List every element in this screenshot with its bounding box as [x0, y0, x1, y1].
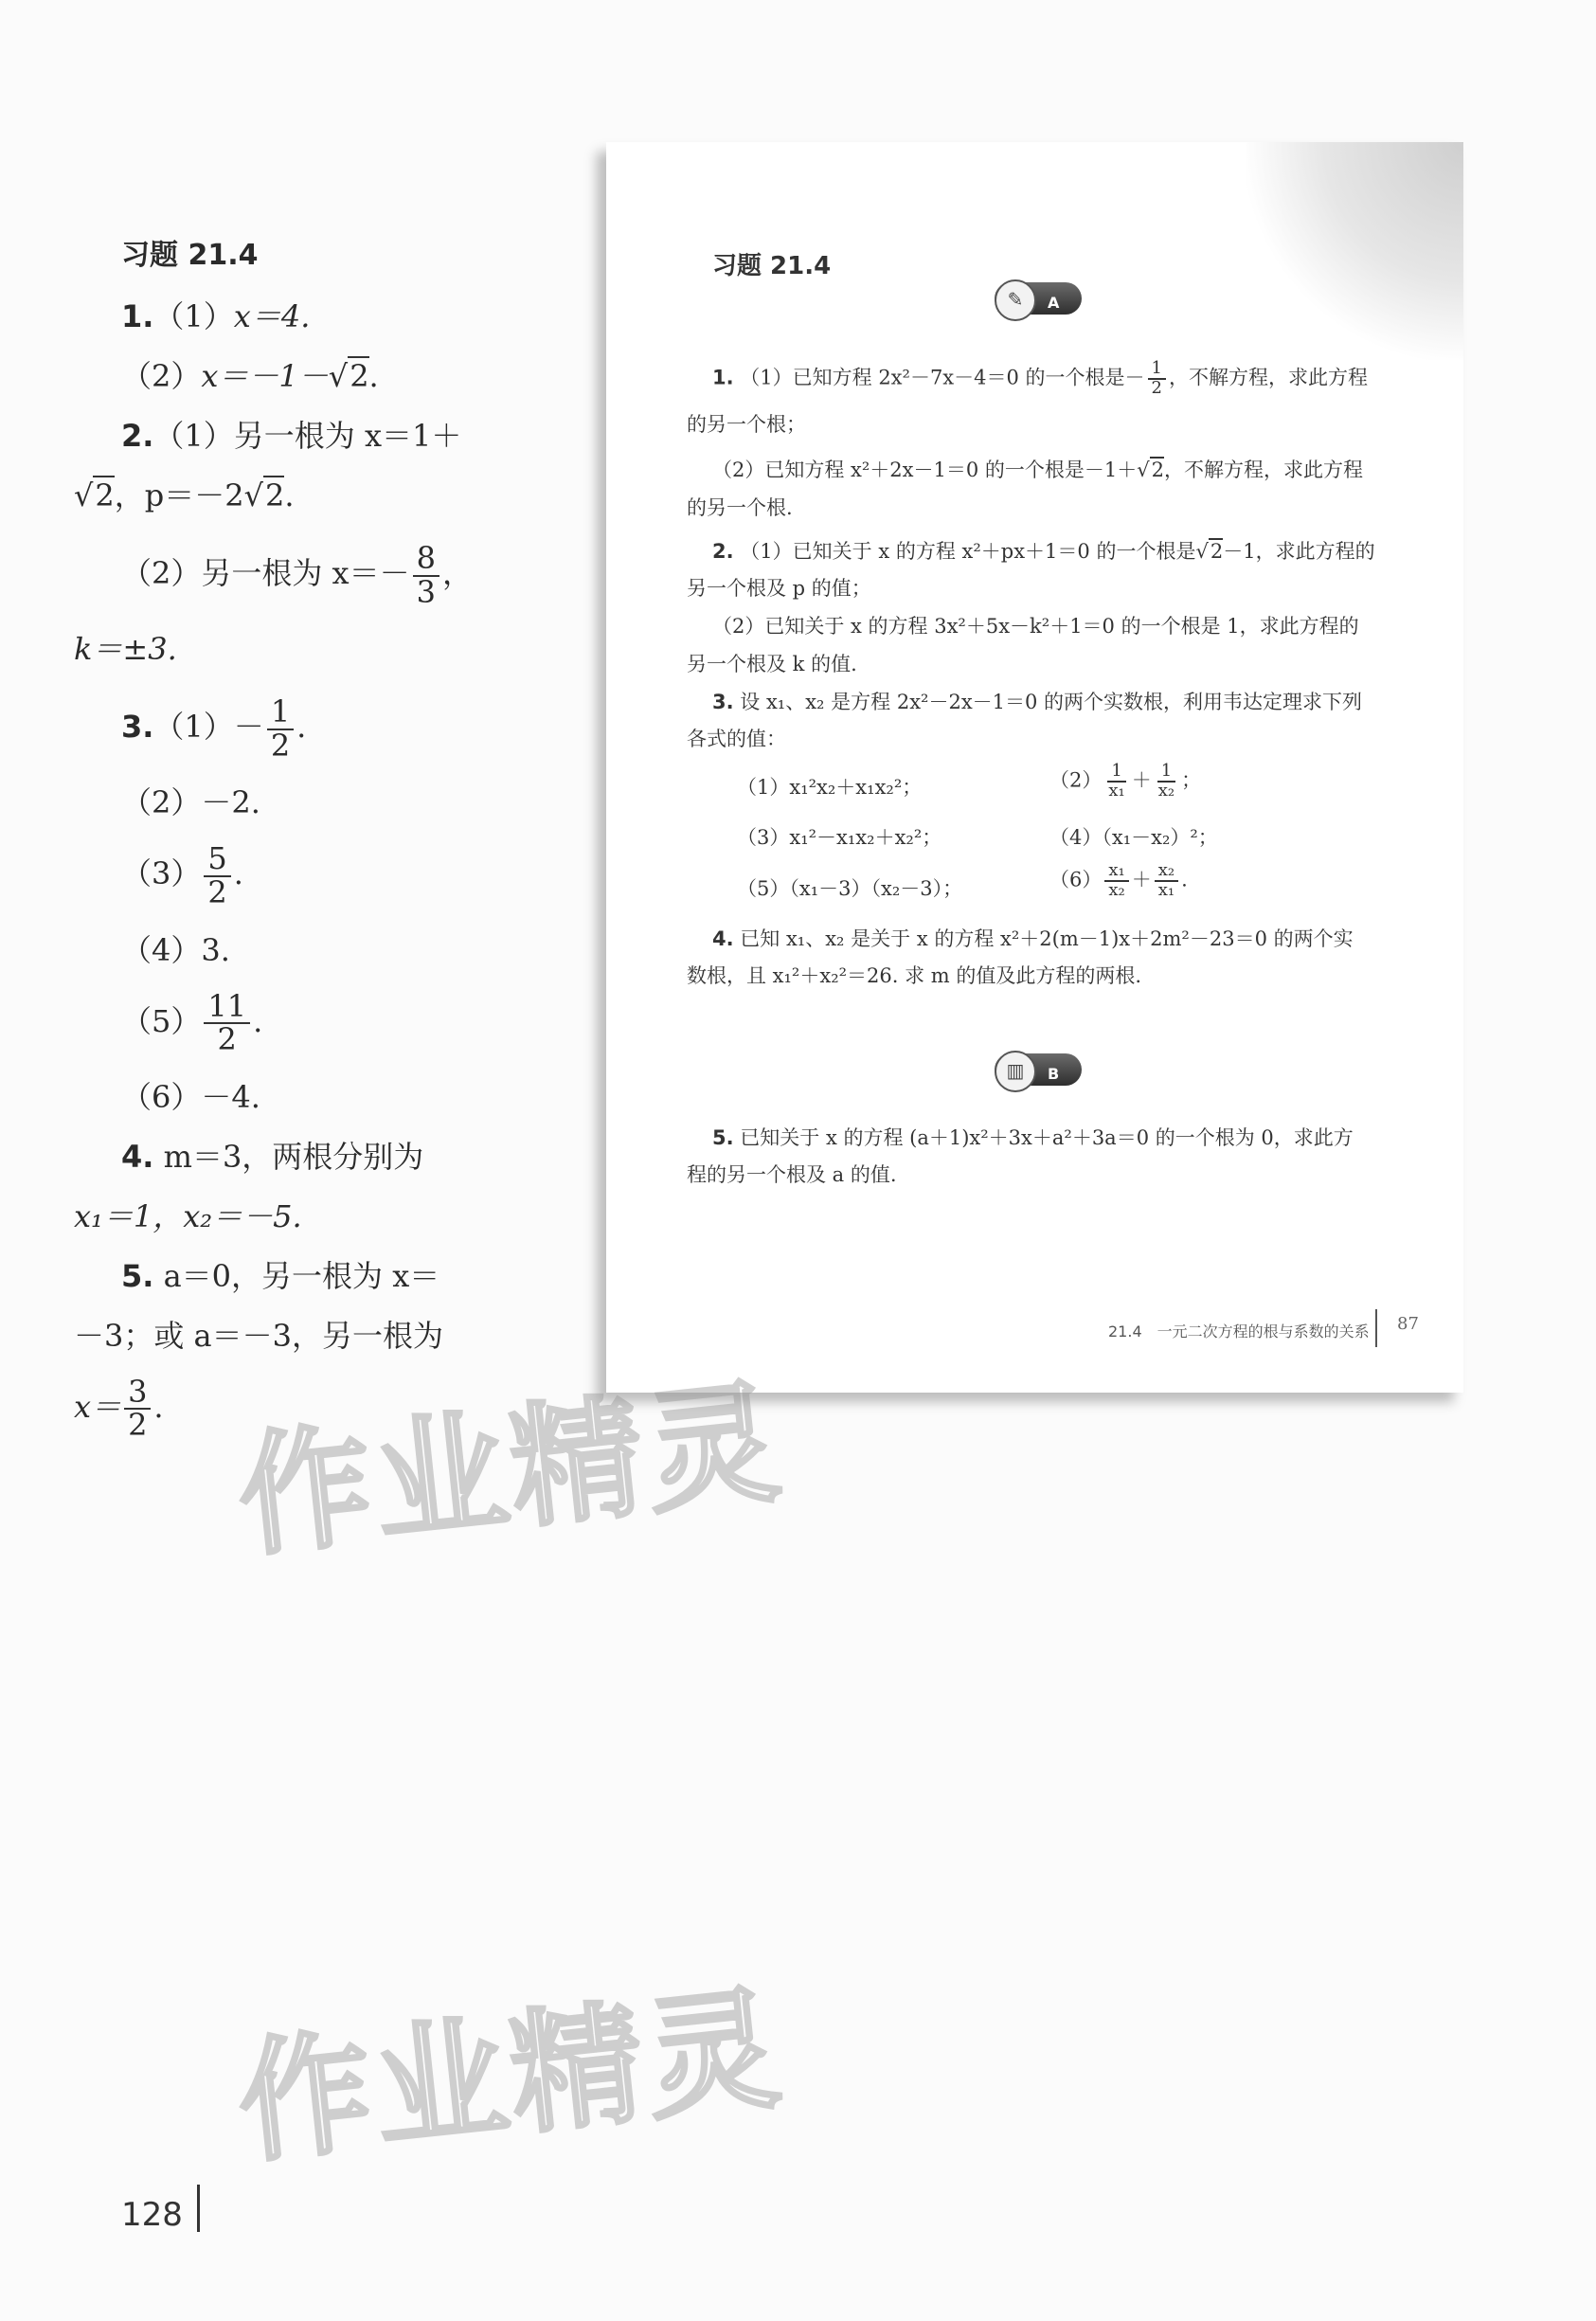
tb-q1-1-cont: 的另一个根；: [687, 413, 806, 436]
tb-q2-2: （2）已知关于 x 的方程 3x²＋5x－k²＋1＝0 的一个根是 1，求此方程的: [712, 615, 1359, 638]
answer-q1-2: （2）x＝－1－√2.: [121, 358, 379, 394]
tb-q4-cont: 数根，且 x₁²＋x₂²＝26. 求 m 的值及此方程的两根.: [687, 964, 1142, 987]
answer-q3-6: （6）－4.: [121, 1078, 260, 1115]
tb-q4: 4. 已知 x₁、x₂ 是关于 x 的方程 x²＋2(m－1)x＋2m²－23＝0 的两个实: [712, 927, 1354, 950]
tb-q3-item5: （5）（x₁－3）（x₂－3）；: [737, 877, 963, 900]
corner-decoration: [1246, 142, 1463, 360]
textbook-page-number: 87: [1397, 1314, 1419, 1334]
tb-q5: 5. 已知关于 x 的方程 (a＋1)x²＋3x＋a²＋3a＝0 的一个根为 0，求此方: [712, 1126, 1354, 1149]
watermark-1: 作业精灵: [231, 1365, 791, 1576]
tb-q3-item4: （4）（x₁－x₂）²；: [1049, 826, 1218, 849]
tb-q2-1: 2. （1）已知关于 x 的方程 x²＋px＋1＝0 的一个根是√2－1，求此方程的: [712, 540, 1375, 563]
answer-q3-1: 3.（1）－ $\frac{1}{2}$ .: [121, 693, 307, 764]
book-icon: ▥: [995, 1051, 1036, 1092]
answer-q5a: 5. a＝0，另一根为 x＝: [121, 1257, 440, 1294]
answer-q2-1b: √2，p＝－2√2.: [74, 477, 295, 513]
tb-q3-item6: （6） $\frac{\text{x₁}}{\text{x₂}}$ ＋ $\frac{\text{x₂}}{\text{x₁}}$ .: [1049, 860, 1188, 900]
answer-q5c: x＝ $\frac{3}{2}$ .: [74, 1373, 164, 1444]
level-b-badge: ▥ B: [995, 1053, 1082, 1086]
tb-q3-item1: （1）x₁²x₂＋x₁x₂²；: [737, 776, 923, 799]
answer-q5b: －3；或 a＝－3，另一根为: [74, 1317, 443, 1354]
page-number: 128: [121, 2196, 183, 2234]
tb-q1-1: 1. （1）已知方程 2x²－7x－4＝0 的一个根是－ $\frac{1}{2}$ ，不解方程，求此方程: [712, 358, 1368, 398]
textbook-footer: 21.4 一元二次方程的根与系数的关系: [1108, 1322, 1370, 1340]
answer-q3-4: （4）3.: [121, 931, 230, 968]
page-number-divider: [197, 2185, 200, 2232]
answer-q2-1a: 2.（1）另一根为 x＝1＋: [121, 418, 462, 454]
answer-q4a: 4. m＝3，两根分别为: [121, 1138, 424, 1175]
answer-q3-3: （3） $\frac{5}{2}$ .: [121, 840, 243, 910]
tb-q1-2: （2）已知方程 x²＋2x－1＝0 的一个根是－1＋√2，不解方程，求此方程: [712, 459, 1364, 481]
tb-q5-cont: 程的另一个根及 a 的值.: [687, 1163, 897, 1186]
tb-q2-1-cont: 另一个根及 p 的值；: [687, 577, 871, 600]
answer-q2-2a: （2）另一根为 x＝－ $\frac{8}{3}$ ，: [121, 540, 473, 610]
answer-column: [74, 237, 566, 1464]
textbook-page-image: [606, 142, 1463, 1393]
answer-title: 习题 21.4: [121, 239, 259, 272]
tb-q3-item2: （2） $\frac{1}{\text{x₁}}$ ＋ $\frac{1}{\text{x₂}}$ ；: [1049, 761, 1202, 801]
pencil-icon: ✎: [995, 279, 1036, 321]
level-a-badge: ✎ A: [995, 282, 1082, 315]
tb-q1-2-cont: 的另一个根.: [687, 496, 793, 519]
tb-q2-2-cont: 另一个根及 k 的值.: [687, 653, 857, 675]
answer-q4b: x₁＝1，x₂＝－5.: [74, 1197, 302, 1234]
answer-q1-1: 1.（1）x＝4.: [121, 298, 311, 334]
answer-q2-2b: k＝±3.: [74, 631, 177, 668]
tb-q3-cont: 各式的值：: [687, 728, 786, 750]
tb-q3-item3: （3）x₁²－x₁x₂＋x₂²；: [737, 826, 942, 849]
answer-q3-5: （5） $\frac{11}{2}$ .: [121, 987, 263, 1058]
textbook-title: 习题 21.4: [712, 252, 832, 280]
watermark-2: 作业精灵: [231, 1971, 791, 2183]
tb-q3: 3. 设 x₁、x₂ 是方程 2x²－2x－1＝0 的两个实数根，利用韦达定理求下列: [712, 691, 1363, 713]
answer-q3-2: （2）－2.: [121, 784, 260, 821]
footer-divider: [1375, 1309, 1377, 1347]
